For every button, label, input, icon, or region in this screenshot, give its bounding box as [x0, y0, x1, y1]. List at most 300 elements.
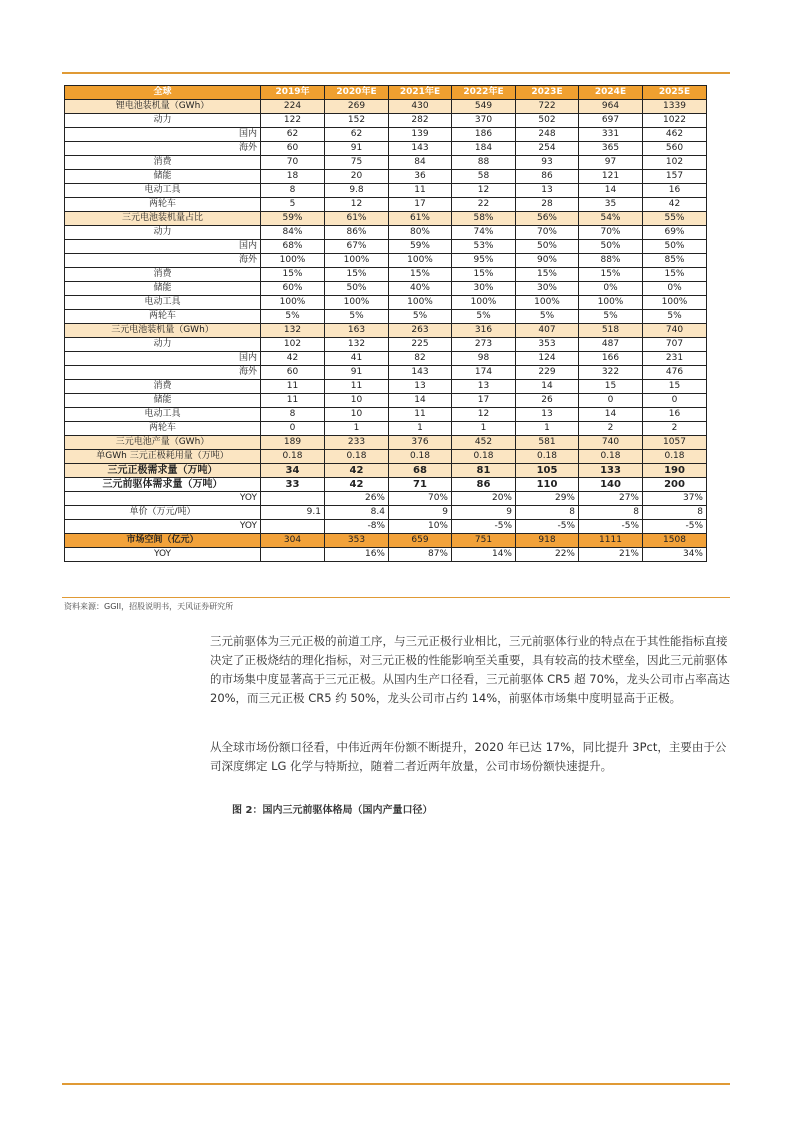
table-cell: -5%	[579, 520, 643, 534]
row-label: 电动工具	[65, 296, 261, 310]
table-cell: 10	[325, 408, 389, 422]
table-cell: 0.18	[261, 450, 325, 464]
table-cell: 248	[516, 128, 579, 142]
row-label: 海外	[65, 142, 261, 156]
table-cell: 16%	[325, 548, 389, 562]
table-cell: -5%	[452, 520, 516, 534]
table-cell: 353	[516, 338, 579, 352]
table-cell: 133	[579, 464, 643, 478]
row-label: 电动工具	[65, 408, 261, 422]
table-cell: 26	[516, 394, 579, 408]
table-cell: 1022	[643, 114, 707, 128]
table-cell: 54%	[579, 212, 643, 226]
table-cell: 9	[389, 506, 452, 520]
row-label: 三元电池装机量（GWh）	[65, 324, 261, 338]
table-cell: 12	[452, 184, 516, 198]
table-row	[65, 310, 707, 324]
table-cell: 8	[261, 184, 325, 198]
table-cell: 225	[389, 338, 452, 352]
table-cell: 35	[579, 198, 643, 212]
table-cell: 58	[452, 170, 516, 184]
table-cell: 0.18	[325, 450, 389, 464]
table-cell: 8	[516, 506, 579, 520]
table-cell: 53%	[452, 240, 516, 254]
table-cell: 22	[452, 198, 516, 212]
table-cell: 0.18	[579, 450, 643, 464]
table-cell: 100%	[389, 296, 452, 310]
table-cell: 82	[389, 352, 452, 366]
table-cell: 353	[325, 534, 389, 548]
table-cell: 86%	[325, 226, 389, 240]
header-cell-year: 2023E	[516, 86, 579, 100]
table-cell: 1	[452, 422, 516, 436]
row-label: 消费	[65, 268, 261, 282]
table-cell: 11	[389, 184, 452, 198]
table-cell: 184	[452, 142, 516, 156]
row-label: 两轮车	[65, 198, 261, 212]
table-row	[65, 352, 707, 366]
source-note: 资料来源：GGII，招股说明书，天风证券研究所	[64, 602, 234, 611]
table-row	[65, 450, 707, 464]
table-cell: 407	[516, 324, 579, 338]
table-cell: 74%	[452, 226, 516, 240]
table-cell: 0	[643, 394, 707, 408]
row-label: 三元正极需求量（万吨）	[65, 464, 261, 478]
table-cell: 139	[389, 128, 452, 142]
table-cell: 502	[516, 114, 579, 128]
table-cell: 1508	[643, 534, 707, 548]
table-cell: 9	[452, 506, 516, 520]
table-cell: 40%	[389, 282, 452, 296]
table-row	[65, 268, 707, 282]
row-label: 消费	[65, 380, 261, 394]
table-cell: 0	[579, 394, 643, 408]
table-row	[65, 408, 707, 422]
row-label: 三元前驱体需求量（万吨）	[65, 478, 261, 492]
table-cell: 29%	[516, 492, 579, 506]
table-row	[65, 492, 707, 506]
table-cell	[261, 492, 325, 506]
table-cell: 0.18	[643, 450, 707, 464]
table-row	[65, 422, 707, 436]
table-cell: 50%	[579, 240, 643, 254]
table-cell: 102	[261, 338, 325, 352]
table-cell: 200	[643, 478, 707, 492]
table-cell: 560	[643, 142, 707, 156]
table-cell: -8%	[325, 520, 389, 534]
table-cell: 132	[325, 338, 389, 352]
table-cell: 50%	[643, 240, 707, 254]
table-row	[65, 296, 707, 310]
table-row	[65, 394, 707, 408]
table-cell: 30%	[516, 282, 579, 296]
table-cell: 68	[389, 464, 452, 478]
table-cell: 100%	[579, 296, 643, 310]
table-cell: 59%	[261, 212, 325, 226]
table-cell: 140	[579, 478, 643, 492]
table-cell: 273	[452, 338, 516, 352]
table-cell: 964	[579, 100, 643, 114]
table-cell: 1339	[643, 100, 707, 114]
table-cell: 1	[325, 422, 389, 436]
table-cell: 100%	[325, 296, 389, 310]
table-cell: 33	[261, 478, 325, 492]
table-cell: 476	[643, 366, 707, 380]
header-cell-year: 2024E	[579, 86, 643, 100]
table-row	[65, 478, 707, 492]
table-cell: 12	[452, 408, 516, 422]
table-cell: 100%	[452, 296, 516, 310]
table-cell: 5	[261, 198, 325, 212]
table-cell: 659	[389, 534, 452, 548]
table-cell: 61%	[389, 212, 452, 226]
table-cell: 549	[452, 100, 516, 114]
table-row	[65, 142, 707, 156]
row-label: 单GWh 三元正极耗用量（万吨）	[65, 450, 261, 464]
table-cell: 17	[389, 198, 452, 212]
row-label: 两轮车	[65, 422, 261, 436]
table-cell: 166	[579, 352, 643, 366]
table-cell: 157	[643, 170, 707, 184]
row-label: 锂电池装机量（GWh）	[65, 100, 261, 114]
table-cell: 0%	[643, 282, 707, 296]
table-cell: 100%	[389, 254, 452, 268]
table-cell: 11	[389, 408, 452, 422]
table-cell: 10	[325, 394, 389, 408]
table-cell: 143	[389, 366, 452, 380]
table-header-row	[65, 86, 707, 100]
row-label: 消费	[65, 156, 261, 170]
table-cell: 62	[261, 128, 325, 142]
header-rule	[62, 72, 730, 74]
table-row	[65, 464, 707, 478]
table-cell: 11	[261, 394, 325, 408]
table-cell: 740	[579, 436, 643, 450]
table-cell: 59%	[389, 240, 452, 254]
table-cell: 0%	[579, 282, 643, 296]
table-cell: 70%	[516, 226, 579, 240]
table-cell: 95%	[452, 254, 516, 268]
table-cell: 224	[261, 100, 325, 114]
table-cell: 163	[325, 324, 389, 338]
row-label: 动力	[65, 226, 261, 240]
table-cell: 143	[389, 142, 452, 156]
table-cell: 722	[516, 100, 579, 114]
table-cell: 16	[643, 184, 707, 198]
table-cell: 75	[325, 156, 389, 170]
table-cell: 100%	[516, 296, 579, 310]
table-cell: 70%	[389, 492, 452, 506]
table-cell: 91	[325, 142, 389, 156]
table-cell: 100%	[261, 296, 325, 310]
table-cell: 14	[579, 408, 643, 422]
table-row	[65, 128, 707, 142]
table-cell: 56%	[516, 212, 579, 226]
table-cell: 918	[516, 534, 579, 548]
table-cell: 1	[516, 422, 579, 436]
table-cell: 68%	[261, 240, 325, 254]
table-cell: 28	[516, 198, 579, 212]
table-row	[65, 170, 707, 184]
table-row	[65, 212, 707, 226]
table-cell: 61%	[325, 212, 389, 226]
table-row	[65, 338, 707, 352]
table-cell: 254	[516, 142, 579, 156]
table-cell: 0.18	[389, 450, 452, 464]
table-cell: 34%	[643, 548, 707, 562]
table-row	[65, 436, 707, 450]
table-cell: 34	[261, 464, 325, 478]
table-cell: 70	[261, 156, 325, 170]
table-cell: 5%	[643, 310, 707, 324]
row-label: 动力	[65, 338, 261, 352]
table-cell: 90%	[516, 254, 579, 268]
table-cell: 9.8	[325, 184, 389, 198]
table-cell: 102	[643, 156, 707, 170]
table-cell: 132	[261, 324, 325, 338]
table-cell: 233	[325, 436, 389, 450]
table-cell: 11	[325, 380, 389, 394]
table-cell: 304	[261, 534, 325, 548]
table-row	[65, 324, 707, 338]
table-cell: 186	[452, 128, 516, 142]
table-cell: 462	[643, 128, 707, 142]
table-cell: 58%	[452, 212, 516, 226]
table-cell: 8	[643, 506, 707, 520]
table-cell: 100%	[643, 296, 707, 310]
table-cell: 110	[516, 478, 579, 492]
table-cell: -5%	[643, 520, 707, 534]
row-label: 储能	[65, 170, 261, 184]
table-cell: 27%	[579, 492, 643, 506]
table-cell: 67%	[325, 240, 389, 254]
table-cell: 229	[516, 366, 579, 380]
row-label: 电动工具	[65, 184, 261, 198]
table-cell: 36	[389, 170, 452, 184]
table-cell: 316	[452, 324, 516, 338]
table-cell: 15	[643, 380, 707, 394]
table-cell: 84	[389, 156, 452, 170]
footer-rule	[62, 1083, 730, 1085]
table-cell: 98	[452, 352, 516, 366]
header-cell-year: 2021年E	[389, 86, 452, 100]
table-cell: 430	[389, 100, 452, 114]
table-row	[65, 240, 707, 254]
table-cell: 15%	[452, 268, 516, 282]
table-cell: 14	[516, 380, 579, 394]
table-row	[65, 548, 707, 562]
table-cell: 751	[452, 534, 516, 548]
table-row	[65, 114, 707, 128]
row-label: 海外	[65, 254, 261, 268]
table-cell: 1	[389, 422, 452, 436]
table-cell: 80%	[389, 226, 452, 240]
table-cell: 5%	[579, 310, 643, 324]
table-row	[65, 380, 707, 394]
table-cell: 10%	[389, 520, 452, 534]
table-cell: 11	[261, 380, 325, 394]
table-row	[65, 184, 707, 198]
table-cell: 97	[579, 156, 643, 170]
table-cell: 88	[452, 156, 516, 170]
row-label: YOY	[65, 548, 261, 562]
table-cell: 322	[579, 366, 643, 380]
table-cell: 105	[516, 464, 579, 478]
table-row	[65, 198, 707, 212]
table-cell: 50%	[516, 240, 579, 254]
table-cell: 282	[389, 114, 452, 128]
table-cell: 2	[579, 422, 643, 436]
table-cell: 37%	[643, 492, 707, 506]
header-cell-year: 2022年E	[452, 86, 516, 100]
table-cell: 50%	[325, 282, 389, 296]
row-label: 国内	[65, 128, 261, 142]
table-cell: 1057	[643, 436, 707, 450]
table-cell: 26%	[325, 492, 389, 506]
table-cell: 30%	[452, 282, 516, 296]
table-row	[65, 100, 707, 114]
table-cell: 87%	[389, 548, 452, 562]
table-cell: 15%	[261, 268, 325, 282]
table-body	[65, 100, 707, 562]
table-cell: 55%	[643, 212, 707, 226]
header-cell-year: 2025E	[643, 86, 707, 100]
row-label: 国内	[65, 240, 261, 254]
table-cell: 5%	[452, 310, 516, 324]
table-row	[65, 534, 707, 548]
table-row	[65, 156, 707, 170]
table-cell: 263	[389, 324, 452, 338]
row-label: 三元电池装机量占比	[65, 212, 261, 226]
table-cell: 85%	[643, 254, 707, 268]
market-forecast-table	[64, 85, 707, 562]
paragraph-concentration: 三元前驱体为三元正极的前道工序，与三元正极行业相比，三元前驱体行业的特点在于其性能指标直接决定了正极烧结的理化指标，对三元正极的性能影响至关重要，具有较高的技术壁垒，因此三元前驱体的市场集中度显著高于三元正极。从国内生产口径看，三元前驱体 CR5 超 70%，龙头公司市占率高达 20%，而三元正极 CR5 约 50%，龙头公司市占约 14%，前驱体市场集中度明显高于正极。	[210, 634, 730, 705]
table-cell: 69%	[643, 226, 707, 240]
row-label: YOY	[65, 520, 261, 534]
table-cell: 269	[325, 100, 389, 114]
table-cell: 86	[452, 478, 516, 492]
table-cell: 487	[579, 338, 643, 352]
table-cell: 21%	[579, 548, 643, 562]
table-cell: 5%	[325, 310, 389, 324]
table-row	[65, 254, 707, 268]
table-cell: 42	[325, 464, 389, 478]
row-label: 储能	[65, 282, 261, 296]
table-cell: 740	[643, 324, 707, 338]
table-cell: 41	[325, 352, 389, 366]
table-row	[65, 226, 707, 240]
table-cell	[261, 520, 325, 534]
table-cell: 707	[643, 338, 707, 352]
table-cell: 2	[643, 422, 707, 436]
table-cell: 60	[261, 142, 325, 156]
table-cell: 86	[516, 170, 579, 184]
table-cell: 8.4	[325, 506, 389, 520]
table-cell: 452	[452, 436, 516, 450]
table-cell: 190	[643, 464, 707, 478]
table-cell: 376	[389, 436, 452, 450]
paragraph-global-share: 从全球市场份额口径看，中伟近两年份额不断提升，2020 年已达 17%，同比提升 3Pct，主要由于公司深度绑定 LG 化学与特斯拉，随着二者近两年放量，公司市场份额快速提升。	[210, 740, 727, 773]
table-cell: 174	[452, 366, 516, 380]
table-cell: 124	[516, 352, 579, 366]
table-cell: 15%	[516, 268, 579, 282]
table-cell: 0.18	[516, 450, 579, 464]
table-cell: 13	[452, 380, 516, 394]
table-cell: 16	[643, 408, 707, 422]
table-cell: 60	[261, 366, 325, 380]
source-rule	[62, 597, 730, 598]
table-cell: 15	[579, 380, 643, 394]
table-cell: 84%	[261, 226, 325, 240]
table-cell: 0	[261, 422, 325, 436]
row-label: 市场空间（亿元）	[65, 534, 261, 548]
table-cell: 22%	[516, 548, 579, 562]
table-cell: 13	[516, 184, 579, 198]
table-cell: 18	[261, 170, 325, 184]
table-cell: 0.18	[452, 450, 516, 464]
header-cell-region: 全球	[65, 86, 261, 100]
table-cell: 62	[325, 128, 389, 142]
table-cell: 1111	[579, 534, 643, 548]
table-cell: 8	[579, 506, 643, 520]
table-cell: 14	[389, 394, 452, 408]
row-label: YOY	[65, 492, 261, 506]
table-cell: 81	[452, 464, 516, 478]
table-row	[65, 282, 707, 296]
table-cell: 42	[643, 198, 707, 212]
table-cell: 697	[579, 114, 643, 128]
table-cell: 70%	[579, 226, 643, 240]
table-row	[65, 520, 707, 534]
table-cell: 93	[516, 156, 579, 170]
table-cell: 152	[325, 114, 389, 128]
table-cell: 100%	[261, 254, 325, 268]
table-row	[65, 366, 707, 380]
table-cell: 331	[579, 128, 643, 142]
table-cell: 365	[579, 142, 643, 156]
table-cell: 5%	[261, 310, 325, 324]
table-cell: 42	[261, 352, 325, 366]
table-cell: 100%	[325, 254, 389, 268]
table-cell: 5%	[516, 310, 579, 324]
table-cell: 5%	[389, 310, 452, 324]
header-cell-year: 2019年	[261, 86, 325, 100]
table-cell: 91	[325, 366, 389, 380]
table-cell: 370	[452, 114, 516, 128]
table-cell: 15%	[579, 268, 643, 282]
table-cell: 14	[579, 184, 643, 198]
table-cell: 15%	[643, 268, 707, 282]
table-cell: 518	[579, 324, 643, 338]
table-cell: 581	[516, 436, 579, 450]
table-cell: 20	[325, 170, 389, 184]
header-cell-year: 2020年E	[325, 86, 389, 100]
table-cell: -5%	[516, 520, 579, 534]
table-cell: 42	[325, 478, 389, 492]
table-cell: 15%	[325, 268, 389, 282]
table-cell: 231	[643, 352, 707, 366]
table-cell: 122	[261, 114, 325, 128]
figure-caption: 图 2：国内三元前驱体格局（国内产量口径）	[232, 805, 433, 816]
row-label: 国内	[65, 352, 261, 366]
table-cell: 17	[452, 394, 516, 408]
row-label: 动力	[65, 114, 261, 128]
table-cell: 12	[325, 198, 389, 212]
table-cell: 13	[389, 380, 452, 394]
table-row	[65, 506, 707, 520]
table-cell: 189	[261, 436, 325, 450]
table-cell: 88%	[579, 254, 643, 268]
